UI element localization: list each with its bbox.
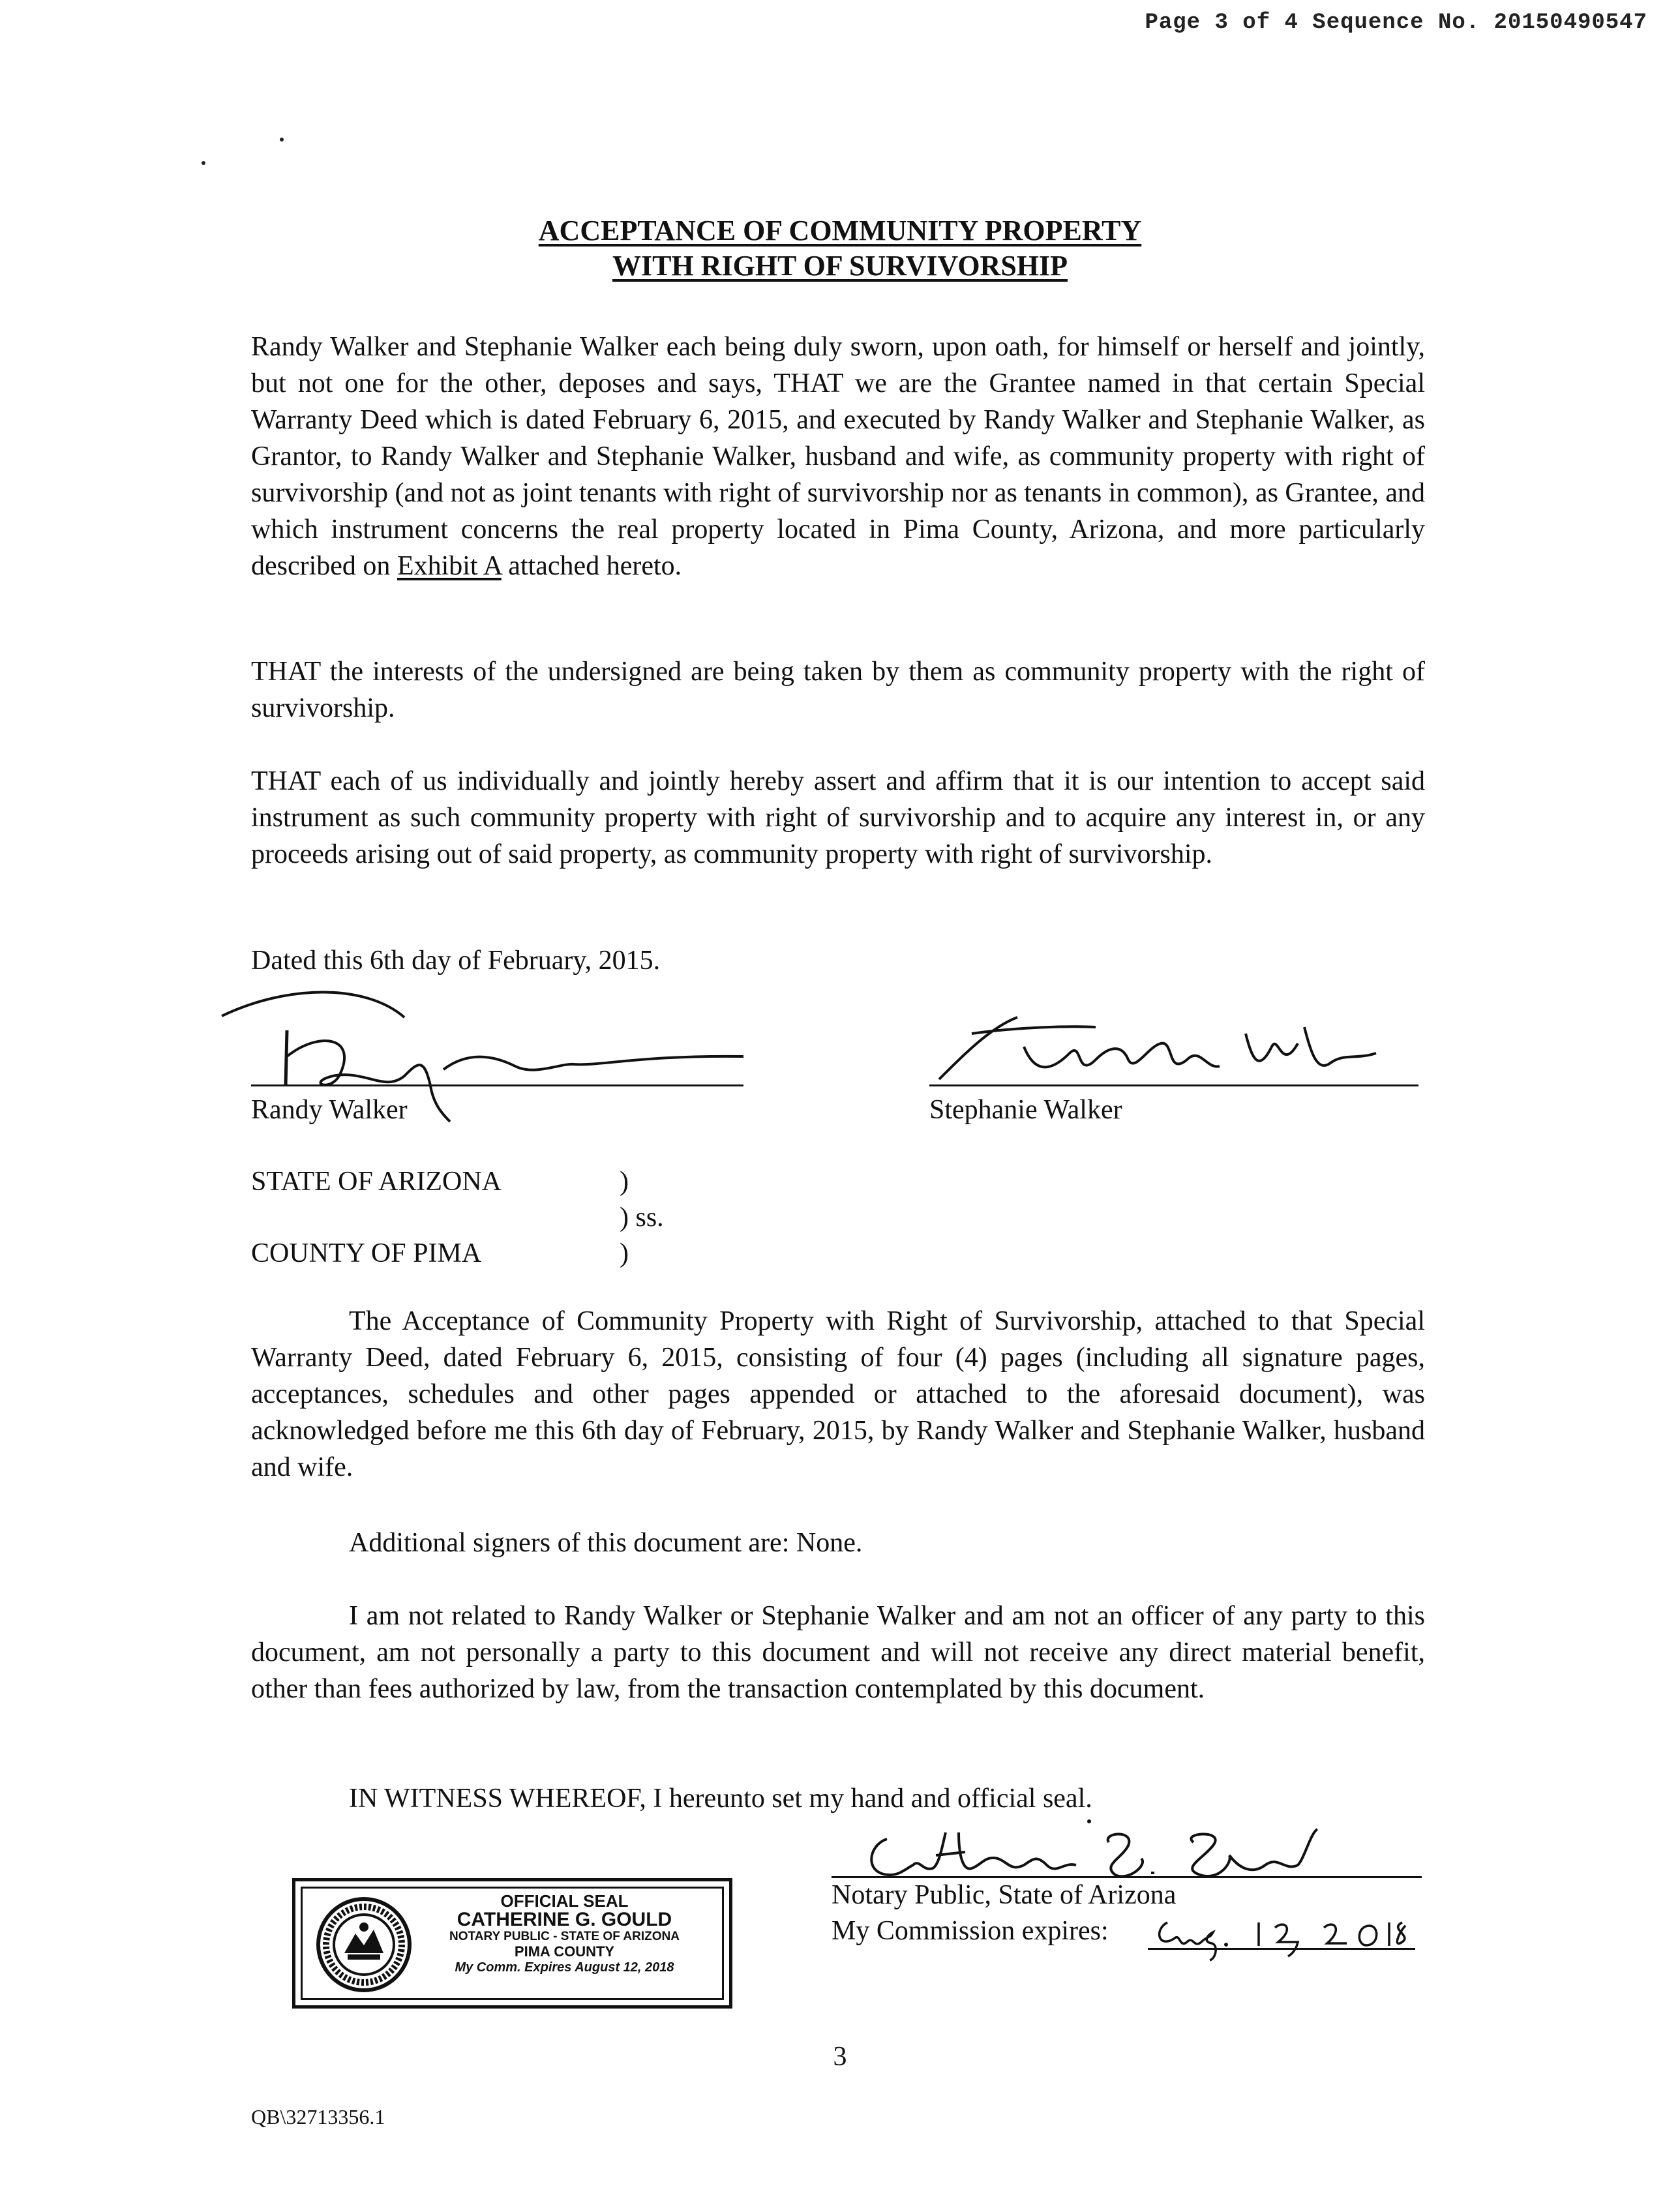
page-sequence-header: Page 3 of 4 Sequence No. 20150490547 bbox=[1145, 10, 1647, 35]
signer1-signature-line bbox=[251, 1084, 743, 1086]
affirmation-paragraph: THAT each of us individually and jointly hereby assert and affirm that it is our intention to accept said instrument as such community property with right of survivorship and to acquire any interest in, or any proceeds arising out of said property, as community property with right of survivorship. bbox=[251, 766, 1425, 869]
interests-paragraph: THAT the interests of the undersigned are being taken by them as community property with the right of survivorship. bbox=[251, 657, 1425, 723]
commission-date-line bbox=[1148, 1948, 1415, 1950]
venue-paren-3: ) bbox=[620, 1238, 629, 1268]
seal-heading: OFFICIAL SEAL bbox=[500, 1891, 629, 1911]
seal-jurisdiction: NOTARY PUBLIC - STATE OF ARIZONA bbox=[449, 1930, 680, 1943]
sworn-statement-end: attached hereto. bbox=[501, 551, 682, 581]
signer1-name: Randy Walker bbox=[251, 1095, 408, 1125]
venue-county: COUNTY OF PIMA bbox=[251, 1238, 482, 1268]
seal-county: PIMA COUNTY bbox=[514, 1943, 615, 1960]
seal-notary-name: CATHERINE G. GOULD bbox=[457, 1909, 672, 1930]
notary-signature bbox=[861, 1819, 1330, 1885]
venue-state: STATE OF ARIZONA bbox=[251, 1167, 502, 1197]
signer2-name: Stephanie Walker bbox=[929, 1095, 1122, 1125]
document-id: QB\32713356.1 bbox=[251, 2105, 385, 2129]
dated-line: Dated this 6th day of February, 2015. bbox=[251, 946, 661, 976]
document-title-line2: WITH RIGHT OF SURVIVORSHIP bbox=[612, 250, 1068, 282]
sworn-statement-text: Randy Walker and Stephanie Walker each being duly sworn, upon oath, for himself or herself and jointly, but not one for the other, deposes and says, THAT we are the Grantee named in that certain Special Warranty Deed which is dated February 6, 2015, and executed by Randy Walker and Stephanie Walker, as Grantor, to Randy Walker and Stephanie Walker, husband and wife, as community property with right of survivorship (and not as joint tenants with right of survivorship nor as tenants in common), as Grantee, and which instrument concerns the real property located in Pima County, Arizona, and more particularly described on bbox=[251, 332, 1425, 581]
venue-paren-1: ) bbox=[620, 1167, 629, 1197]
page-number: 3 bbox=[833, 2042, 847, 2072]
document-title-line1: ACCEPTANCE OF COMMUNITY PROPERTY bbox=[538, 215, 1142, 247]
notary-title: Notary Public, State of Arizona bbox=[832, 1880, 1177, 1910]
exhibit-a-reference: Exhibit A bbox=[397, 551, 502, 581]
commission-expiration-handwritten-date bbox=[1154, 1903, 1415, 1962]
sworn-statement-paragraph bbox=[251, 329, 1425, 584]
notary-signature-line bbox=[832, 1876, 1422, 1878]
acknowledgment-paragraph: The Acceptance of Community Property with Right of Survivorship, attached to that Special Warranty Deed, dated February 6, 2015, consisting of four (4) pages (including all signature pages, acceptances, schedules and other pages appended or attached to the aforesaid document), was acknowledged before me this 6th day of February, 2015, by Randy Walker and Stephanie Walker, husband and wife. bbox=[251, 1306, 1425, 1482]
stephanie-walker-signature bbox=[926, 1008, 1383, 1092]
not-related-statement: I am not related to Randy Walker or Stephanie Walker and am not an officer of any party to this document, am not personally a party to this document and will not receive any direct material benefit, other than fees authorized by law, from the transaction contemplated by this document. bbox=[251, 1601, 1425, 1704]
additional-signers: Additional signers of this document are: None. bbox=[349, 1528, 863, 1558]
venue-ss: ) ss. bbox=[620, 1203, 664, 1233]
witness-statement: IN WITNESS WHEREOF, I hereunto set my hand and official seal. bbox=[349, 1784, 1092, 1814]
arizona-state-seal-emblem bbox=[315, 1896, 413, 1994]
official-notary-seal bbox=[292, 1878, 732, 2009]
seal-expiration: My Comm. Expires August 12, 2018 bbox=[455, 1960, 674, 1975]
signer2-signature-line bbox=[929, 1084, 1418, 1086]
scan-speck-marks bbox=[196, 130, 300, 183]
commission-expires-label: My Commission expires: bbox=[832, 1916, 1109, 1946]
